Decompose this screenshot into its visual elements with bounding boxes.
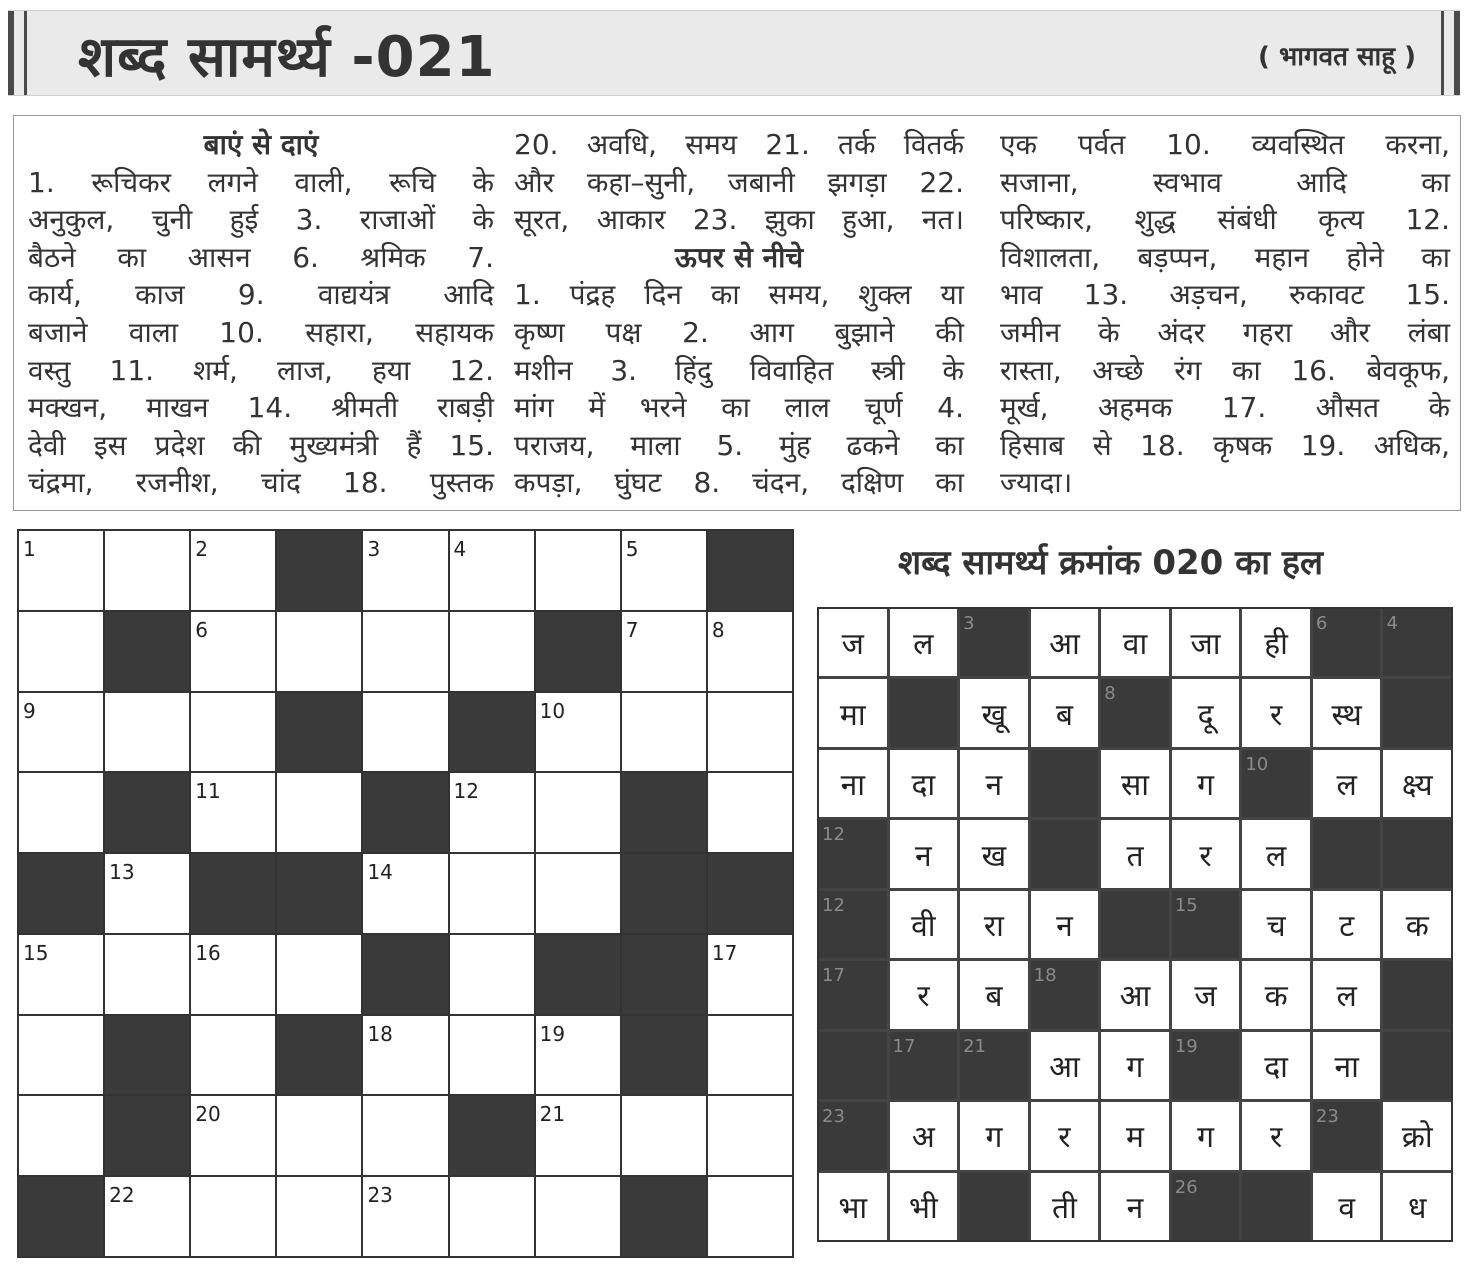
grid-cell[interactable] bbox=[622, 693, 706, 772]
solution-block bbox=[960, 1173, 1028, 1240]
grid-cell[interactable] bbox=[536, 1016, 620, 1095]
solution-cell bbox=[1242, 679, 1310, 746]
grid-cell[interactable] bbox=[363, 1177, 447, 1256]
solution-cell bbox=[1172, 679, 1240, 746]
solution-cell bbox=[1313, 1173, 1381, 1240]
solution-block bbox=[819, 820, 887, 887]
clue-number: 21 bbox=[539, 1102, 566, 1127]
grid-block bbox=[277, 531, 361, 610]
solution-letter: खू bbox=[981, 697, 1007, 733]
solution-cell bbox=[1101, 961, 1169, 1028]
solution-letter: व bbox=[1338, 1190, 1355, 1226]
solution-letter: दा bbox=[1264, 1049, 1288, 1085]
solution-letter: ही bbox=[1264, 627, 1288, 663]
solution-cell bbox=[819, 679, 887, 746]
clue-line: ज्यादा। bbox=[1000, 466, 1073, 500]
clue-line: देवी इस प्रदेश की मुख्यमंत्री हैं 15. bbox=[28, 428, 494, 462]
clue-number: 14 bbox=[367, 860, 393, 885]
solution-cell bbox=[1242, 961, 1310, 1028]
solution-cell bbox=[890, 609, 958, 676]
grid-cell[interactable] bbox=[708, 693, 792, 772]
grid-cell[interactable] bbox=[450, 1016, 534, 1095]
solution-letter: न bbox=[985, 768, 1003, 804]
solution-letter: म bbox=[1126, 1120, 1144, 1156]
grid-cell[interactable] bbox=[191, 935, 275, 1014]
grid-cell[interactable] bbox=[105, 693, 189, 772]
solution-block bbox=[890, 1032, 958, 1099]
grid-block bbox=[536, 612, 620, 691]
clue-line: हिसाब से 18. कृषक 19. अधिक, bbox=[1000, 428, 1450, 462]
solution-cell bbox=[960, 961, 1028, 1028]
grid-cell[interactable] bbox=[191, 693, 275, 772]
solution-cell bbox=[960, 750, 1028, 817]
clue-number: 7 bbox=[625, 617, 639, 642]
solution-cell bbox=[1242, 1032, 1310, 1099]
grid-cell[interactable] bbox=[708, 1096, 792, 1175]
grid-cell[interactable] bbox=[622, 531, 706, 610]
clue-line: कृष्ण पक्ष 2. आग बुझाने की bbox=[514, 315, 964, 349]
clue-number: 5 bbox=[625, 537, 639, 561]
solution-letter: ब bbox=[985, 979, 1003, 1015]
solution-letter: क्रो bbox=[1401, 1120, 1433, 1156]
solution-cell bbox=[890, 891, 958, 958]
grid-block bbox=[277, 854, 361, 933]
grid-cell[interactable] bbox=[19, 935, 103, 1014]
solution-cell bbox=[890, 961, 958, 1028]
solution-number: 8 bbox=[1104, 683, 1116, 705]
solution-letter: न bbox=[915, 838, 932, 874]
solution-letter: र bbox=[917, 979, 930, 1015]
grid-block bbox=[450, 693, 534, 772]
grid-cell[interactable] bbox=[450, 531, 534, 610]
solution-letter: ग bbox=[1197, 1120, 1214, 1156]
solution-cell bbox=[1101, 609, 1169, 676]
solution-grid bbox=[817, 607, 1453, 1242]
solution-block bbox=[1383, 961, 1451, 1028]
solution-cell bbox=[960, 820, 1028, 887]
clue-number: 6 bbox=[195, 617, 208, 642]
clue-line: बैठने का आसन 6. श्रमिक 7. bbox=[28, 240, 494, 274]
grid-cell[interactable] bbox=[450, 935, 534, 1014]
grid-block bbox=[536, 935, 620, 1014]
solution-block bbox=[819, 1032, 887, 1099]
clue-line: अनुकुल, चुनी हुई 3. राजाओं के bbox=[28, 203, 494, 237]
clue-number: 16 bbox=[195, 940, 221, 965]
solution-letter: ग bbox=[1197, 768, 1214, 804]
solution-letter: आ bbox=[1049, 627, 1080, 663]
solution-letter: सा bbox=[1120, 768, 1150, 804]
solution-number: 19 bbox=[1174, 1035, 1198, 1057]
grid-cell[interactable] bbox=[363, 1096, 447, 1175]
clue-line: और कहा–सुनी, जबानी झगड़ा 22. bbox=[514, 165, 964, 199]
grid-block bbox=[105, 612, 189, 691]
solution-block bbox=[960, 609, 1028, 676]
solution-number: 10 bbox=[1245, 753, 1269, 775]
grid-cell[interactable] bbox=[708, 773, 792, 852]
clue-line: कपड़ा, घुंघट 8. चंदन, दक्षिण का bbox=[514, 466, 964, 500]
clue-line: जमीन के अंदर गहरा और लंबा bbox=[1000, 315, 1450, 349]
grid-cell[interactable] bbox=[191, 531, 275, 610]
grid-cell[interactable] bbox=[708, 935, 792, 1014]
grid-block bbox=[19, 854, 103, 933]
grid-cell[interactable] bbox=[363, 1016, 447, 1095]
solution-cell bbox=[1031, 679, 1099, 746]
grid-cell[interactable] bbox=[19, 531, 103, 610]
clue-number: 4 bbox=[453, 537, 467, 561]
solution-letter: ग bbox=[1126, 1049, 1144, 1085]
puzzle-author: ( भागवत साहू ) bbox=[1258, 42, 1416, 72]
clue-section-heading: ऊपर से नीचे bbox=[674, 240, 804, 274]
grid-cell[interactable] bbox=[536, 1177, 620, 1256]
crossword-grid bbox=[17, 529, 794, 1258]
clue-number: 13 bbox=[109, 860, 135, 885]
solution-block bbox=[1383, 1032, 1451, 1099]
solution-cell bbox=[1031, 1032, 1099, 1099]
grid-cell[interactable] bbox=[536, 854, 620, 933]
solution-cell bbox=[1172, 1102, 1240, 1169]
solution-block bbox=[1313, 1102, 1381, 1169]
grid-cell[interactable] bbox=[105, 854, 189, 933]
solution-cell bbox=[1242, 1102, 1310, 1169]
solution-number: 4 bbox=[1386, 613, 1398, 634]
grid-cell[interactable] bbox=[708, 1016, 792, 1095]
clue-number: 18 bbox=[367, 1021, 393, 1046]
grid-cell[interactable] bbox=[191, 612, 275, 691]
grid-block bbox=[277, 693, 361, 772]
solution-cell bbox=[890, 1102, 958, 1169]
clue-line: परिष्कार, शुद्ध संबंधी कृत्य 12. bbox=[1000, 203, 1450, 237]
clue-number: 15 bbox=[23, 940, 49, 965]
grid-cell[interactable] bbox=[536, 1096, 620, 1175]
solution-block bbox=[1313, 609, 1381, 676]
grid-cell[interactable] bbox=[19, 773, 103, 852]
solution-cell bbox=[1101, 820, 1169, 887]
grid-block bbox=[450, 1096, 534, 1175]
solution-letter: ब bbox=[1055, 697, 1073, 733]
grid-cell[interactable] bbox=[277, 773, 361, 852]
header-rule-right-thin bbox=[1441, 11, 1444, 95]
clues-column-3 bbox=[1000, 126, 1450, 502]
grid-cell[interactable] bbox=[450, 612, 534, 691]
solution-letter: अ bbox=[911, 1120, 935, 1156]
solution-letter: भा bbox=[838, 1190, 868, 1226]
solution-cell bbox=[1101, 1173, 1169, 1240]
solution-letter: वा bbox=[1122, 627, 1148, 663]
grid-block bbox=[622, 854, 706, 933]
solution-block bbox=[819, 1102, 887, 1169]
clue-number: 17 bbox=[711, 940, 738, 965]
solution-cell bbox=[1242, 609, 1310, 676]
clue-line: एक पर्वत 10. व्यवस्थित करना, bbox=[1000, 128, 1450, 161]
solution-number: 23 bbox=[822, 1106, 845, 1128]
solution-letter: दा bbox=[911, 768, 936, 804]
grid-block bbox=[622, 773, 706, 852]
grid-cell[interactable] bbox=[536, 531, 620, 610]
solution-cell bbox=[1313, 961, 1381, 1028]
clue-number: 1 bbox=[23, 537, 36, 561]
clue-line: 20. अवधि, समय 21. तर्क वितर्क bbox=[514, 128, 964, 161]
solution-cell bbox=[1383, 1173, 1451, 1240]
clue-number: 23 bbox=[367, 1183, 393, 1208]
grid-cell[interactable] bbox=[622, 1096, 706, 1175]
solution-number: 23 bbox=[1315, 1106, 1339, 1128]
solution-block bbox=[819, 961, 887, 1028]
solution-letter: ती bbox=[1052, 1190, 1077, 1226]
grid-block bbox=[708, 531, 792, 610]
solution-letter: ज bbox=[1194, 979, 1217, 1015]
grid-cell[interactable] bbox=[191, 1016, 275, 1095]
solution-cell bbox=[1313, 891, 1381, 958]
solution-letter: दू bbox=[1197, 697, 1214, 733]
solution-cell bbox=[960, 1102, 1028, 1169]
grid-cell[interactable] bbox=[277, 612, 361, 691]
clue-number: 8 bbox=[711, 617, 725, 642]
clue-line: कार्य, काज 9. वाद्ययंत्र आदि bbox=[28, 278, 494, 312]
solution-cell bbox=[1242, 891, 1310, 958]
solution-cell bbox=[1031, 1102, 1099, 1169]
clue-number: 2 bbox=[195, 537, 208, 561]
solution-cell bbox=[1313, 1032, 1381, 1099]
grid-cell[interactable] bbox=[536, 773, 620, 852]
solution-cell bbox=[1383, 1102, 1451, 1169]
solution-letter: ख bbox=[981, 838, 1007, 874]
grid-block bbox=[363, 935, 447, 1014]
puzzle-header bbox=[8, 10, 1460, 96]
clue-line: मशीन 3. हिंदु विवाहित स्त्री के bbox=[514, 353, 964, 387]
clue-line: विशालता, बड़प्पन, महान होने का bbox=[1000, 240, 1450, 274]
solution-letter: न bbox=[1056, 908, 1073, 944]
grid-cell[interactable] bbox=[708, 1177, 792, 1256]
solution-cell bbox=[1313, 679, 1381, 746]
grid-block bbox=[622, 935, 706, 1014]
solution-letter: ट bbox=[1339, 908, 1355, 944]
grid-cell[interactable] bbox=[277, 1096, 361, 1175]
solution-letter: ल bbox=[1336, 768, 1357, 804]
solution-letter: र bbox=[1269, 697, 1283, 733]
grid-cell[interactable] bbox=[450, 854, 534, 933]
grid-cell[interactable] bbox=[191, 1177, 275, 1256]
solution-cell bbox=[1031, 891, 1099, 958]
solution-letter: च bbox=[1266, 908, 1286, 944]
grid-cell[interactable] bbox=[363, 693, 447, 772]
clue-line: मूर्ख, अहमक 17. औसत के bbox=[1000, 391, 1450, 425]
solution-cell bbox=[1172, 750, 1240, 817]
clue-number: 3 bbox=[367, 537, 381, 561]
grid-cell[interactable] bbox=[363, 531, 447, 610]
grid-cell[interactable] bbox=[19, 1096, 103, 1175]
header-rule-left-thin bbox=[24, 11, 27, 95]
solution-cell bbox=[1031, 1173, 1099, 1240]
clue-number: 19 bbox=[539, 1021, 566, 1046]
clue-line: रास्ता, अच्छे रंग का 16. बेवकूफ, bbox=[1000, 353, 1450, 387]
solution-letter: क्ष्य bbox=[1401, 768, 1433, 804]
solution-letter: आ bbox=[1119, 979, 1151, 1015]
solution-block bbox=[1031, 820, 1099, 887]
grid-block bbox=[105, 1016, 189, 1095]
clues-column-2 bbox=[514, 126, 964, 502]
clue-line: वस्तु 11. शर्म, लाज, हया 12. bbox=[28, 353, 494, 387]
solution-block bbox=[819, 891, 887, 958]
solution-cell bbox=[1242, 820, 1310, 887]
solution-letter: ल bbox=[1336, 979, 1357, 1015]
solution-letter: ज bbox=[841, 627, 864, 663]
solution-block bbox=[1242, 750, 1310, 817]
grid-block bbox=[363, 773, 447, 852]
solution-number: 6 bbox=[1315, 613, 1328, 634]
solution-cell bbox=[890, 820, 958, 887]
solution-cell bbox=[819, 1173, 887, 1240]
clue-number: 12 bbox=[453, 779, 479, 804]
solution-cell bbox=[1101, 1102, 1169, 1169]
solution-cell bbox=[1383, 750, 1451, 817]
grid-cell[interactable] bbox=[450, 773, 534, 852]
solution-block bbox=[1242, 1173, 1310, 1240]
solution-cell bbox=[890, 750, 958, 817]
grid-block bbox=[708, 854, 792, 933]
solution-letter: वी bbox=[911, 908, 936, 944]
grid-cell[interactable] bbox=[363, 612, 447, 691]
header-rule-right bbox=[1454, 11, 1460, 95]
solution-block bbox=[1313, 820, 1381, 887]
solution-cell bbox=[819, 609, 887, 676]
grid-block bbox=[277, 1016, 361, 1095]
solution-number: 12 bbox=[822, 824, 845, 846]
clue-line: 1. रूचिकर लगने वाली, रूचि के bbox=[28, 165, 494, 199]
clue-line: चंद्रमा, रजनीश, चांद 18. पुस्तक bbox=[28, 466, 494, 500]
clue-number: 11 bbox=[195, 779, 221, 804]
clue-number: 22 bbox=[109, 1183, 135, 1208]
solution-number: 3 bbox=[963, 613, 975, 634]
clues-column-1 bbox=[28, 126, 494, 502]
solution-letter: भी bbox=[908, 1190, 938, 1226]
solution-cell bbox=[960, 679, 1028, 746]
solution-block bbox=[1172, 1173, 1240, 1240]
grid-block bbox=[191, 854, 275, 933]
solution-letter: क bbox=[1405, 908, 1429, 944]
solution-letter: जा bbox=[1190, 627, 1221, 663]
solution-number: 17 bbox=[822, 965, 845, 987]
clue-section-heading: बाएं से दाएं bbox=[203, 128, 319, 161]
solution-cell bbox=[1172, 961, 1240, 1028]
solution-letter: न bbox=[1126, 1190, 1144, 1226]
solution-letter: स्थ bbox=[1331, 697, 1362, 733]
solution-cell bbox=[1101, 750, 1169, 817]
clue-line: 1. पंद्रह दिन का समय, शुक्ल या bbox=[514, 278, 964, 312]
grid-cell[interactable] bbox=[708, 612, 792, 691]
solution-letter: ध bbox=[1407, 1190, 1427, 1226]
header-rule-left bbox=[8, 11, 14, 95]
solution-block bbox=[1172, 1032, 1240, 1099]
solution-letter: ल bbox=[913, 627, 934, 663]
clues-box bbox=[13, 115, 1461, 511]
solution-number: 21 bbox=[963, 1035, 987, 1057]
grid-cell[interactable] bbox=[105, 935, 189, 1014]
grid-cell[interactable] bbox=[536, 693, 620, 772]
solution-block bbox=[1383, 679, 1451, 746]
clue-line: बजाने वाला 10. सहारा, सहायक bbox=[28, 315, 494, 349]
solution-letter: आ bbox=[1049, 1049, 1080, 1085]
clue-line: भाव 13. अड़चन, रुकावट 15. bbox=[1000, 278, 1450, 312]
solution-letter: र bbox=[1199, 838, 1212, 874]
solution-letter: मा bbox=[839, 697, 866, 733]
solution-number: 26 bbox=[1174, 1176, 1198, 1198]
solution-letter: ग bbox=[985, 1120, 1003, 1156]
grid-cell[interactable] bbox=[191, 773, 275, 852]
solution-letter: ना bbox=[1334, 1049, 1359, 1085]
clue-number: 10 bbox=[539, 698, 566, 723]
solution-cell bbox=[1313, 750, 1381, 817]
solution-block bbox=[1383, 609, 1451, 676]
solution-cell bbox=[1383, 891, 1451, 958]
solution-letter: र bbox=[1269, 1120, 1283, 1156]
solution-number: 12 bbox=[822, 894, 845, 916]
grid-cell[interactable] bbox=[622, 612, 706, 691]
solution-cell bbox=[890, 1173, 958, 1240]
solution-block bbox=[1031, 750, 1099, 817]
solution-title: शब्द सामर्थ्य क्रमांक 020 का हल bbox=[898, 543, 1324, 583]
solution-number: 17 bbox=[892, 1035, 916, 1057]
grid-cell[interactable] bbox=[363, 854, 447, 933]
grid-block bbox=[622, 1016, 706, 1095]
grid-block bbox=[19, 1177, 103, 1256]
grid-cell[interactable] bbox=[277, 1177, 361, 1256]
solution-letter: क bbox=[1264, 979, 1288, 1015]
solution-letter: ल bbox=[1265, 838, 1287, 874]
puzzle-title: शब्द सामर्थ्य -021 bbox=[78, 25, 496, 90]
solution-letter: त bbox=[1126, 838, 1144, 874]
clue-line: मक्खन, माखन 14. श्रीमती राबड़ी bbox=[28, 391, 494, 425]
solution-block bbox=[960, 1032, 1028, 1099]
clue-line: मांग में भरने का लाल चूर्ण 4. bbox=[514, 391, 964, 425]
clue-line: सजाना, स्वभाव आदि का bbox=[1000, 165, 1450, 199]
solution-cell bbox=[960, 891, 1028, 958]
solution-letter: र bbox=[1058, 1120, 1071, 1156]
grid-cell[interactable] bbox=[105, 531, 189, 610]
solution-cell bbox=[1031, 609, 1099, 676]
solution-cell bbox=[1172, 609, 1240, 676]
solution-number: 18 bbox=[1033, 965, 1057, 987]
grid-cell[interactable] bbox=[19, 693, 103, 772]
solution-block bbox=[890, 679, 958, 746]
grid-cell[interactable] bbox=[19, 1016, 103, 1095]
grid-block bbox=[105, 773, 189, 852]
grid-block bbox=[622, 1177, 706, 1256]
solution-block bbox=[1101, 891, 1169, 958]
clue-line: पराजय, माला 5. मुंह ढकने का bbox=[514, 428, 964, 462]
solution-cell bbox=[819, 750, 887, 817]
grid-cell[interactable] bbox=[105, 1177, 189, 1256]
clue-line: सूरत, आकार 23. झुका हुआ, नत। bbox=[514, 203, 964, 237]
solution-block bbox=[1101, 679, 1169, 746]
solution-cell bbox=[1172, 820, 1240, 887]
solution-letter: ना bbox=[840, 768, 865, 804]
clue-number: 20 bbox=[195, 1102, 221, 1127]
solution-cell bbox=[1101, 1032, 1169, 1099]
solution-letter: रा bbox=[983, 908, 1004, 944]
grid-cell[interactable] bbox=[450, 1177, 534, 1256]
grid-block bbox=[105, 1096, 189, 1175]
grid-cell[interactable] bbox=[277, 935, 361, 1014]
clue-number: 9 bbox=[23, 698, 36, 723]
grid-cell[interactable] bbox=[191, 1096, 275, 1175]
solution-block bbox=[1031, 961, 1099, 1028]
solution-block bbox=[1172, 891, 1240, 958]
solution-block bbox=[1383, 820, 1451, 887]
solution-number: 15 bbox=[1174, 894, 1198, 916]
grid-cell[interactable] bbox=[19, 612, 103, 691]
